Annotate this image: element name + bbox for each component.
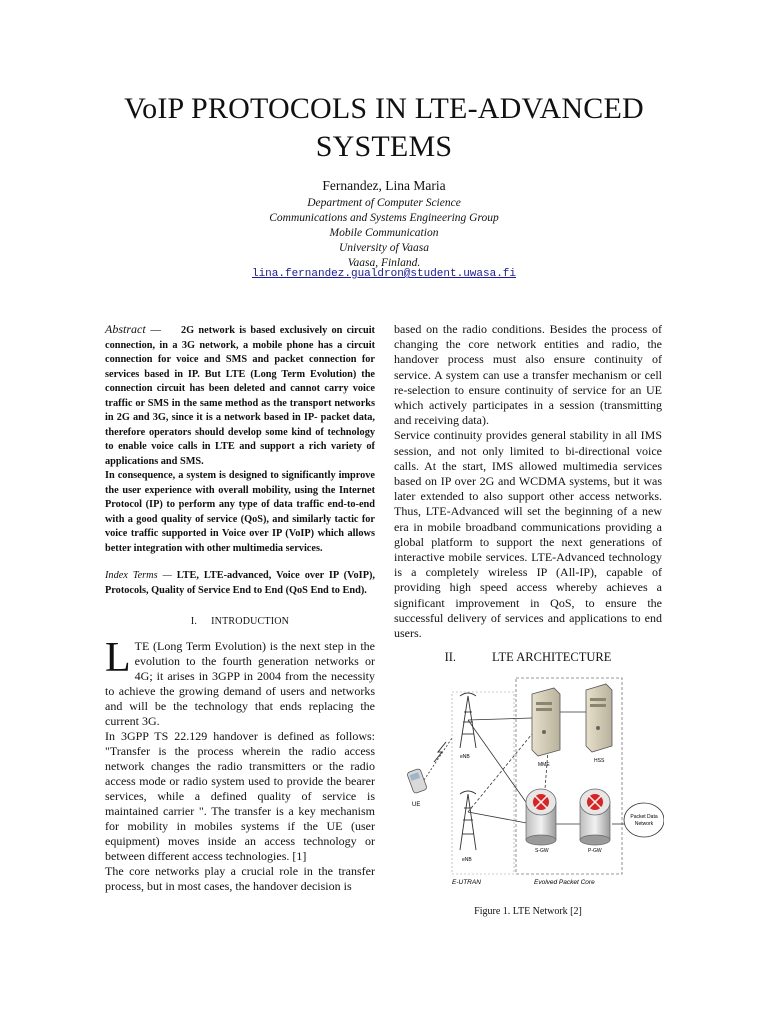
epc-label: Evolved Packet Core	[534, 879, 595, 886]
lte-network-figure	[404, 672, 664, 898]
affiliation-city: Vaasa, Finland.	[347, 257, 421, 269]
affiliation-university: University of Vaasa	[338, 242, 430, 254]
enb-2-label: eNB	[462, 857, 472, 863]
affiliation-group: Communications and Systems Engineering Group	[269, 212, 499, 224]
abstract-text-1: 2G network is based exclusively on circuit connection, in a 3G network, a mobile phone has a circuit connection for voice and SMS and packet connection for services based in IP. But LTE (Long Term Evolution) the connection circuit has been deleted and cannot carry voice traffic or SMS in the same method as the transport networks in 2G and 3G, since it is a network based in IP- packet data, therefore operators should develop some kind of technology to enable voice calls in LTE and support a rich variety of applications and SMS.	[105, 325, 375, 467]
intro-paragraph-1-text: TE (Long Term Evolution) is the next step in the evolution to the fourth generation networks or 4G; it arises in 3GPP in 2004 from the necessity to achieve the growing demand of users and networks and will be the technology that ends replacing the current 3G.	[105, 639, 375, 729]
author-email-link[interactable]: lina.fernandez.gualdron@student.uwasa.fi	[251, 268, 517, 280]
intro-paragraph-2: In 3GPP TS 22.129 handover is defined as follows: "Transfer is the process wherein the radio access network changes the radio transmitters or the radio access mode or radio system used to provide the bearer services, while a defined quality of service is maintained carrier ". The transfer is a key mechanism for mobility in mobiles systems if the UE (user equipment) moves inside an access technology or between different access technologies. [1]	[105, 729, 375, 864]
paper-title	[60, 90, 708, 166]
section-2-title: LTE ARCHITECTURE	[492, 650, 612, 664]
packet-data-network-cloud	[624, 803, 664, 837]
right-paragraph-1: based on the radio conditions. Besides the process of changing the core network entities and radio, the handover process must also ensure continuity of service. A system can use a transfer mechanism or cell re-selection to ensure continuity of service for an UE which actively participates in a session (transmitting and receiving data).	[394, 322, 662, 428]
abstract-paragraph-1	[105, 322, 375, 469]
intro-paragraph-3: The core networks play a crucial role in the transfer process, but in most cases, the handover decision is	[105, 864, 375, 894]
index-terms-text: LTE, LTE-advanced, Voice over IP (VoIP), Protocols, Quality of Service End to End (QoS End to End).	[105, 570, 375, 596]
introduction-body	[105, 635, 375, 894]
hss-label: HSS	[594, 758, 605, 764]
left-column	[105, 322, 375, 894]
right-paragraph-2: Service continuity provides general stability in all IMS session, and not only limited to bi-directional voice calls. At the start, IMS allowed multimedia services based on IP over 2G and WCDMA systems, but it was later extended to also support other access networks. Thus, LTE-Advanced will set the beginning of a new era in mobile broadband communications providing a global platform to support the next generations of interactive mobile services. LTE-Advanced technology is a completely wireless IP (All-IP), capable of providing high speed access whereby achieves a significant improvement in QoS, to ensure the successful delivery of services and applications to end users.	[394, 428, 662, 641]
enb-1-label: eNB	[460, 754, 470, 760]
section-1-number: I.	[190, 616, 198, 627]
pgw-router-icon	[580, 789, 610, 845]
sgw-label: S-GW	[535, 848, 549, 854]
mme-label: MME	[538, 762, 550, 768]
eutran-label: E-UTRAN	[452, 879, 481, 886]
intro-paragraph-1	[105, 635, 375, 729]
abstract	[105, 322, 375, 556]
ue-label: UE	[412, 802, 421, 808]
section-1-heading	[105, 614, 375, 629]
abstract-label: Abstract —	[105, 322, 161, 336]
ue-phone-icon	[407, 768, 428, 793]
title-line-2: SYSTEMS	[315, 130, 453, 163]
affiliation-unit: Mobile Communication	[329, 227, 439, 239]
mme-server-icon	[532, 688, 560, 756]
pdn-label-line-1: Packet Data	[630, 814, 658, 820]
radio-link-icon	[434, 742, 446, 762]
pdn-label-line-2: Network	[634, 821, 654, 827]
drop-cap: L	[105, 635, 131, 682]
pgw-label: P-GW	[588, 848, 602, 854]
affiliation-block	[0, 196, 768, 271]
right-column	[394, 322, 662, 641]
affiliation-dept: Department of Computer Science	[307, 197, 461, 209]
hss-server-icon	[586, 684, 612, 752]
sgw-router-icon	[526, 789, 556, 845]
section-2-number: II.	[444, 650, 457, 664]
author-name: Fernandez, Lina Maria	[322, 178, 446, 193]
abstract-paragraph-2: In consequence, a system is designed to significantly improve the user experience with overall mobility, using the Internet Protocol (IP) to perform any type of data traffic end-to-end with a good quality of service (QoS), and similarly tactic for voice traffic supported in Voice over IP (VoIP) which allows better integration with other multimedia services.	[105, 470, 375, 554]
enb-tower-2-icon	[460, 791, 476, 850]
figure-caption: Figure 1. LTE Network [2]	[474, 906, 582, 917]
section-1-title: INTRODUCTION	[211, 616, 290, 627]
index-terms	[105, 568, 375, 598]
title-line-1: VoIP PROTOCOLS IN LTE-ADVANCED	[124, 92, 644, 125]
index-terms-label: Index Terms —	[105, 570, 172, 581]
section-2-heading	[394, 650, 662, 665]
